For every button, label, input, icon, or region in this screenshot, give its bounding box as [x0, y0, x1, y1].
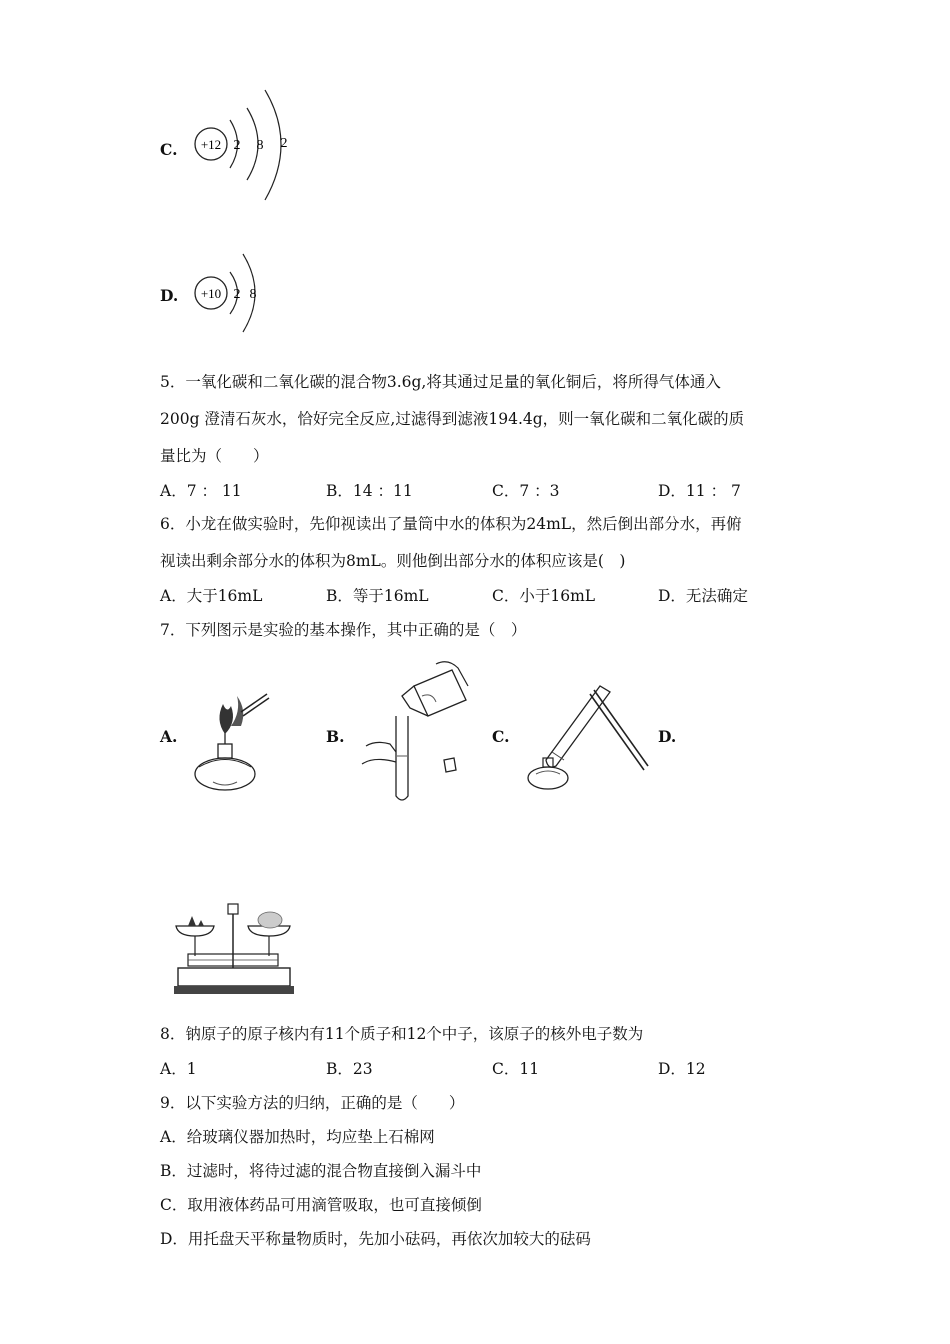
- q6-option-d: D．无法确定: [658, 587, 748, 605]
- q4-option-c-label: C.: [160, 140, 178, 159]
- pouring-liquid-into-test-tube-illustration: [352, 656, 472, 806]
- q5-option-c: C．7 ：3: [492, 482, 560, 500]
- q6-option-b: B．等于16mL: [326, 587, 429, 605]
- q7-option-a-label: A.: [160, 727, 178, 746]
- q7-option-d-label: D.: [658, 727, 677, 746]
- q5-stem-line-2: 200g 澄清石灰水，恰好完全反应,过滤得到滤液194.4g，则一氧化碳和二氧化碳的质: [160, 410, 745, 428]
- q7-stem: 7．下列图示是实验的基本操作，其中正确的是（ ）: [160, 621, 527, 639]
- atom-d-shell-1: 2: [233, 287, 241, 302]
- q8-option-d: D．12: [658, 1060, 706, 1078]
- q5-option-a: A．7 ： 11: [160, 482, 242, 500]
- q8-stem: 8．钠原子的原子核内有11个质子和12个中子，该原子的核外电子数为: [160, 1025, 644, 1043]
- q9-option-d: D．用托盘天平称量物质时，先加小砝码，再依次加较大的砝码: [160, 1230, 591, 1248]
- q7-option-b-label: B.: [326, 727, 345, 746]
- atom-structure-c-diagram: [185, 82, 305, 204]
- q5-stem-line-3: 量比为（ ）: [160, 447, 269, 465]
- q5-stem-line-1: 5．一氧化碳和二氧化碳的混合物3.6g,将其通过足量的氧化铜后，将所得气体通入: [160, 373, 721, 391]
- q7-option-c-label: C.: [492, 727, 510, 746]
- balance-weighing-illustration: [170, 898, 300, 1002]
- q9-option-a: A．给玻璃仪器加热时，均应垫上石棉网: [160, 1128, 435, 1146]
- heating-test-tube-illustration: [520, 678, 650, 802]
- q9-option-c: C．取用液体药品可用滴管吸取，也可直接倾倒: [160, 1196, 482, 1214]
- q8-option-c: C．11: [492, 1060, 540, 1078]
- q9-stem: 9．以下实验方法的归纳，正确的是（ ）: [160, 1094, 465, 1112]
- q6-stem-line-2: 视读出剩余部分水的体积为8mL。则他倒出部分水的体积应该是( ): [160, 552, 626, 570]
- atom-d-shell-2: 8: [249, 287, 257, 302]
- atom-c-shell-2: 8: [256, 138, 264, 153]
- q4-option-d-label: D.: [160, 286, 179, 305]
- atom-structure-d-diagram: [185, 248, 275, 336]
- lighting-alcohol-lamp-illustration: [185, 682, 285, 800]
- q6-option-a: A．大于16mL: [160, 587, 263, 605]
- q8-option-a: A．1: [160, 1060, 197, 1078]
- atom-c-shell-1: 2: [233, 138, 241, 153]
- q6-option-c: C．小于16mL: [492, 587, 596, 605]
- q6-stem-line-1: 6．小龙在做实验时，先仰视读出了量筒中水的体积为24mL，然后倒出部分水，再俯: [160, 515, 742, 533]
- atom-d-nucleus: +10: [200, 286, 222, 301]
- q5-option-d: D．11 ： 7: [658, 482, 741, 500]
- q8-option-b: B．23: [326, 1060, 373, 1078]
- q5-option-b: B．14 ：11: [326, 482, 413, 500]
- q9-option-b: B．过滤时，将待过滤的混合物直接倒入漏斗中: [160, 1162, 482, 1180]
- atom-c-nucleus: +12: [200, 137, 222, 152]
- atom-c-shell-3: 2: [280, 136, 288, 151]
